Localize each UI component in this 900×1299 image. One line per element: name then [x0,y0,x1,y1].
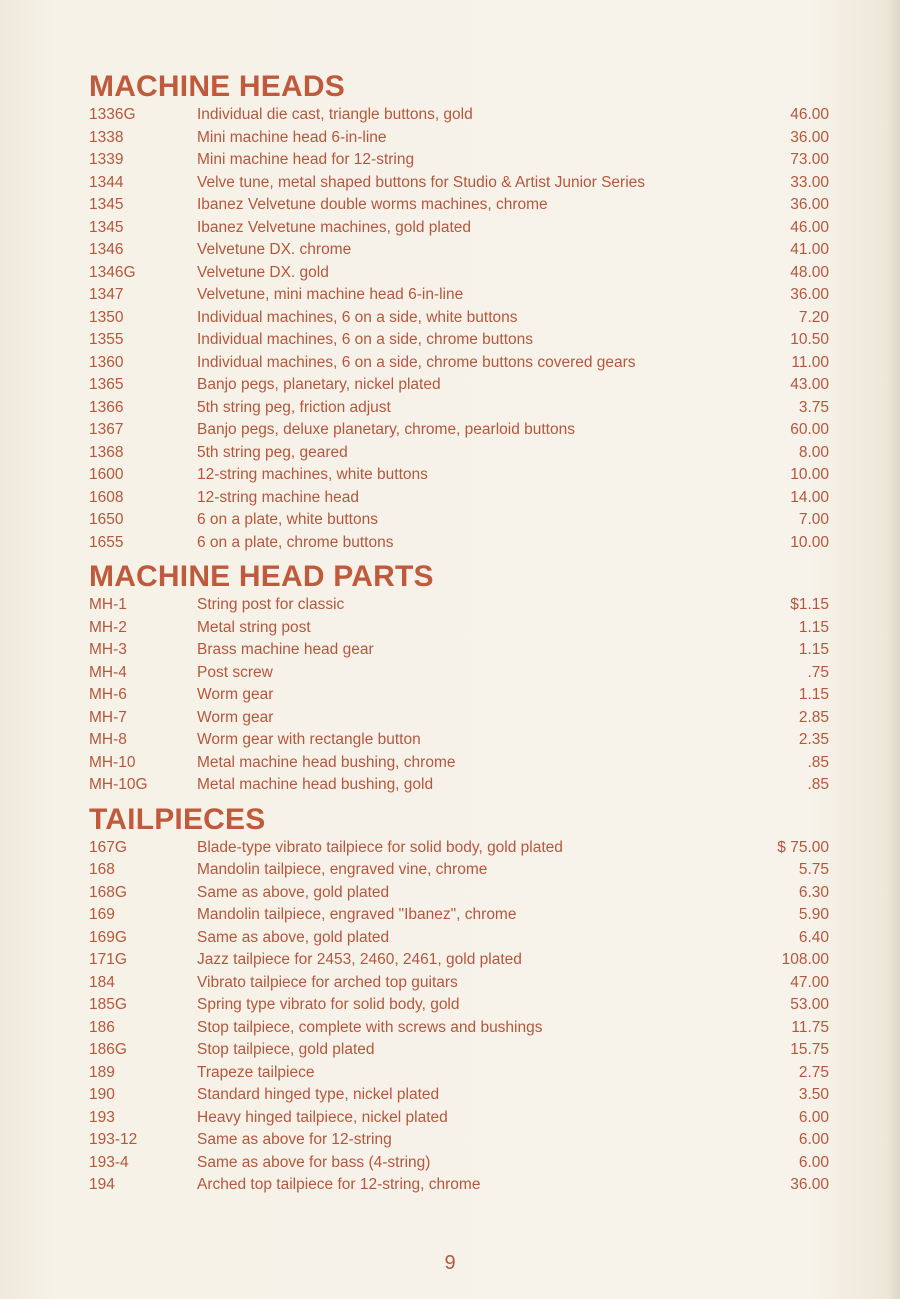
part-price: 3.75 [798,398,829,416]
part-price: 7.00 [798,511,829,528]
list-item [89,1039,829,1062]
list-item [89,284,829,307]
part-price: 46.00 [790,106,829,123]
part-description: Mandolin tailpiece, engraved vine, chrome [197,861,488,878]
page-edge-shadow [888,0,900,1299]
part-price: 1.15 [798,618,829,636]
part-number: 168 [89,861,115,878]
part-price: 1.15 [798,686,829,703]
part-price: 14.00 [790,488,829,506]
list-item [89,707,829,730]
part-price: 6.00 [798,1131,829,1148]
part-price: $1.15 [790,596,829,613]
part-price: 47.00 [790,973,829,991]
part-price: .85 [807,753,829,771]
part-price: 108.00 [781,951,829,968]
list-item [89,352,829,375]
part-description: Velve tune, metal shaped buttons for Studio & Artist Junior Series [197,173,646,191]
part-description: Standard hinged type, nickel plated [197,1086,440,1103]
part-number: 1350 [89,308,124,326]
part-number: MH-8 [89,731,127,748]
part-description: Worm gear with rectangle button [197,731,421,748]
part-price: $ 75.00 [777,838,829,856]
list-item [89,1152,829,1175]
part-description: Worm gear [197,686,274,703]
part-number: 1347 [89,286,124,303]
part-description: 6 on a plate, chrome buttons [197,533,394,551]
part-price: 2.75 [798,1063,829,1081]
list-item [89,752,829,775]
part-price: .75 [807,663,829,681]
section-title: MACHINE HEAD PARTS [89,560,434,593]
list-item [89,262,829,285]
part-number: 186G [89,1041,127,1058]
list-item [89,397,829,420]
part-description: Same as above, gold plated [197,928,390,946]
list-item [89,532,829,555]
part-price: 11.75 [791,1018,829,1036]
part-number: MH-4 [89,663,127,681]
part-number: MH-1 [89,596,127,613]
part-description: Individual machines, 6 on a side, white buttons [197,308,518,326]
item-list [89,594,829,797]
part-description: Stop tailpiece, gold plated [197,1041,375,1058]
part-number: 193-4 [89,1153,129,1171]
part-price: 53.00 [790,996,829,1013]
part-number: 194 [89,1176,115,1193]
part-number: 1368 [89,443,124,461]
part-number: 1338 [89,128,124,146]
part-price: 5.90 [798,906,829,923]
list-item [89,1084,829,1107]
list-item [89,617,829,640]
part-price: 2.85 [798,708,829,726]
list-item [89,172,829,195]
part-number: 168G [89,883,127,901]
part-description: Vibrato tailpiece for arched top guitars [197,973,458,991]
part-number: 184 [89,973,115,991]
list-item [89,882,829,905]
part-number: MH-2 [89,618,127,636]
part-price: 73.00 [790,151,829,168]
list-item [89,927,829,950]
part-price: .85 [807,776,829,793]
part-description: Velvetune DX. gold [197,263,329,281]
part-price: 6.40 [798,928,829,946]
list-item [89,662,829,685]
part-price: 36.00 [790,286,829,303]
part-description: Individual machines, 6 on a side, chrome buttons [197,331,534,348]
list-item [89,104,829,127]
list-item [89,594,829,617]
part-description: 12-string machine head [197,488,359,506]
list-item [89,194,829,217]
section-machine-heads [89,70,829,554]
list-item [89,837,829,860]
section-tailpieces [89,803,829,1197]
part-description: Trapeze tailpiece [197,1063,315,1081]
part-number: 1345 [89,218,124,236]
part-number: 169 [89,906,115,923]
part-description: Post screw [197,663,273,681]
part-price: 6.30 [798,883,829,901]
part-price: 15.75 [790,1041,829,1058]
part-number: MH-7 [89,708,127,726]
page-number: 9 [444,1252,456,1274]
part-price: 2.35 [798,731,829,748]
list-item [89,972,829,995]
section-title: MACHINE HEADS [89,70,345,103]
part-price: 33.00 [790,173,829,191]
part-number: MH-10G [89,776,148,793]
part-price: 6.00 [798,1108,829,1126]
list-item [89,487,829,510]
part-description: Individual die cast, triangle buttons, gold [197,106,473,123]
part-number: 1339 [89,151,124,168]
part-number: 1608 [89,488,124,506]
list-item [89,307,829,330]
part-description: Metal machine head bushing, chrome [197,753,456,771]
list-item [89,949,829,972]
part-number: 1336G [89,106,136,123]
part-number: 189 [89,1063,115,1081]
list-item [89,684,829,707]
part-description: Same as above for 12-string [197,1131,392,1148]
part-description: Mini machine head for 12-string [197,151,415,168]
list-item [89,994,829,1017]
part-description: Mandolin tailpiece, engraved "Ibanez", chrome [197,906,517,923]
part-description: Individual machines, 6 on a side, chrome buttons covered gears [197,353,636,371]
part-number: 1600 [89,466,124,483]
part-number: 1655 [89,533,124,551]
list-item [89,1017,829,1040]
part-description: Ibanez Velvetune machines, gold plated [197,218,472,236]
part-number: 1360 [89,353,124,371]
list-item [89,442,829,465]
list-item [89,1062,829,1085]
part-description: 5th string peg, geared [197,443,348,461]
part-description: 6 on a plate, white buttons [197,511,378,528]
part-price: 10.00 [790,466,829,483]
part-price: 5.75 [798,861,829,878]
part-description: String post for classic [197,596,345,613]
part-description: Velvetune DX. chrome [197,241,352,258]
part-description: Same as above, gold plated [197,883,390,901]
part-description: Velvetune, mini machine head 6-in-line [197,286,464,303]
list-item [89,639,829,662]
part-description: Metal machine head bushing, gold [197,776,434,793]
part-description: Brass machine head gear [197,641,374,658]
part-price: 48.00 [790,263,829,281]
part-number: 1344 [89,173,124,191]
part-number: 193-12 [89,1131,138,1148]
part-number: 1367 [89,421,124,438]
part-number: 169G [89,928,127,946]
part-number: 193 [89,1108,115,1126]
part-description: Stop tailpiece, complete with screws and bushings [197,1018,543,1036]
part-number: 1365 [89,376,124,393]
list-item [89,239,829,262]
part-price: 1.15 [798,641,829,658]
part-price: 36.00 [790,128,829,146]
part-description: Metal string post [197,618,311,636]
section-machine-head-parts [89,560,829,797]
part-description: Banjo pegs, deluxe planetary, chrome, pearloid buttons [197,421,575,438]
list-item [89,149,829,172]
part-number: 1346G [89,263,136,281]
part-number: 1345 [89,196,124,213]
list-item [89,859,829,882]
part-price: 11.00 [791,353,829,371]
part-price: 46.00 [790,218,829,236]
part-number: 167G [89,838,127,856]
section-title: TAILPIECES [89,802,266,836]
part-description: Worm gear [197,708,274,726]
part-price: 36.00 [790,1176,829,1193]
part-description: 12-string machines, white buttons [197,466,428,483]
part-description: Mini machine head 6-in-line [197,128,387,146]
part-number: 1650 [89,511,124,528]
part-description: Banjo pegs, planetary, nickel plated [197,376,441,393]
list-item [89,217,829,240]
list-item [89,729,829,752]
part-price: 10.00 [790,533,829,551]
part-description: Blade-type vibrato tailpiece for solid body, gold plated [197,838,563,856]
part-number: MH-6 [89,686,127,703]
list-item [89,419,829,442]
part-price: 3.50 [798,1086,829,1103]
price-list [89,70,829,1203]
part-number: 1355 [89,331,124,348]
part-price: 10.50 [790,331,829,348]
part-number: MH-3 [89,641,127,658]
part-price: 7.20 [798,308,829,326]
part-description: Heavy hinged tailpiece, nickel plated [197,1108,448,1126]
part-description: 5th string peg, friction adjust [197,398,391,416]
part-number: MH-10 [89,753,136,771]
item-list [89,837,829,1197]
part-price: 41.00 [790,241,829,258]
part-description: Jazz tailpiece for 2453, 2460, 2461, gold plated [197,951,522,968]
part-description: Same as above for bass (4-string) [197,1153,431,1171]
part-price: 6.00 [798,1153,829,1171]
part-number: 186 [89,1018,115,1036]
part-description: Spring type vibrato for solid body, gold [197,996,460,1013]
list-item [89,127,829,150]
part-price: 8.00 [798,443,829,461]
part-number: 190 [89,1086,115,1103]
list-item [89,464,829,487]
list-item [89,329,829,352]
list-item [89,374,829,397]
list-item [89,509,829,532]
part-price: 43.00 [790,376,829,393]
item-list [89,104,829,554]
part-number: 171G [89,951,127,968]
part-description: Arched top tailpiece for 12-string, chrome [197,1176,481,1193]
part-price: 36.00 [790,196,829,213]
list-item [89,1129,829,1152]
list-item [89,904,829,927]
part-price: 60.00 [790,421,829,438]
part-description: Ibanez Velvetune double worms machines, chrome [197,196,548,213]
list-item [89,1107,829,1130]
list-item [89,1174,829,1197]
part-number: 1366 [89,398,124,416]
part-number: 185G [89,996,127,1013]
list-item [89,774,829,797]
part-number: 1346 [89,241,124,258]
